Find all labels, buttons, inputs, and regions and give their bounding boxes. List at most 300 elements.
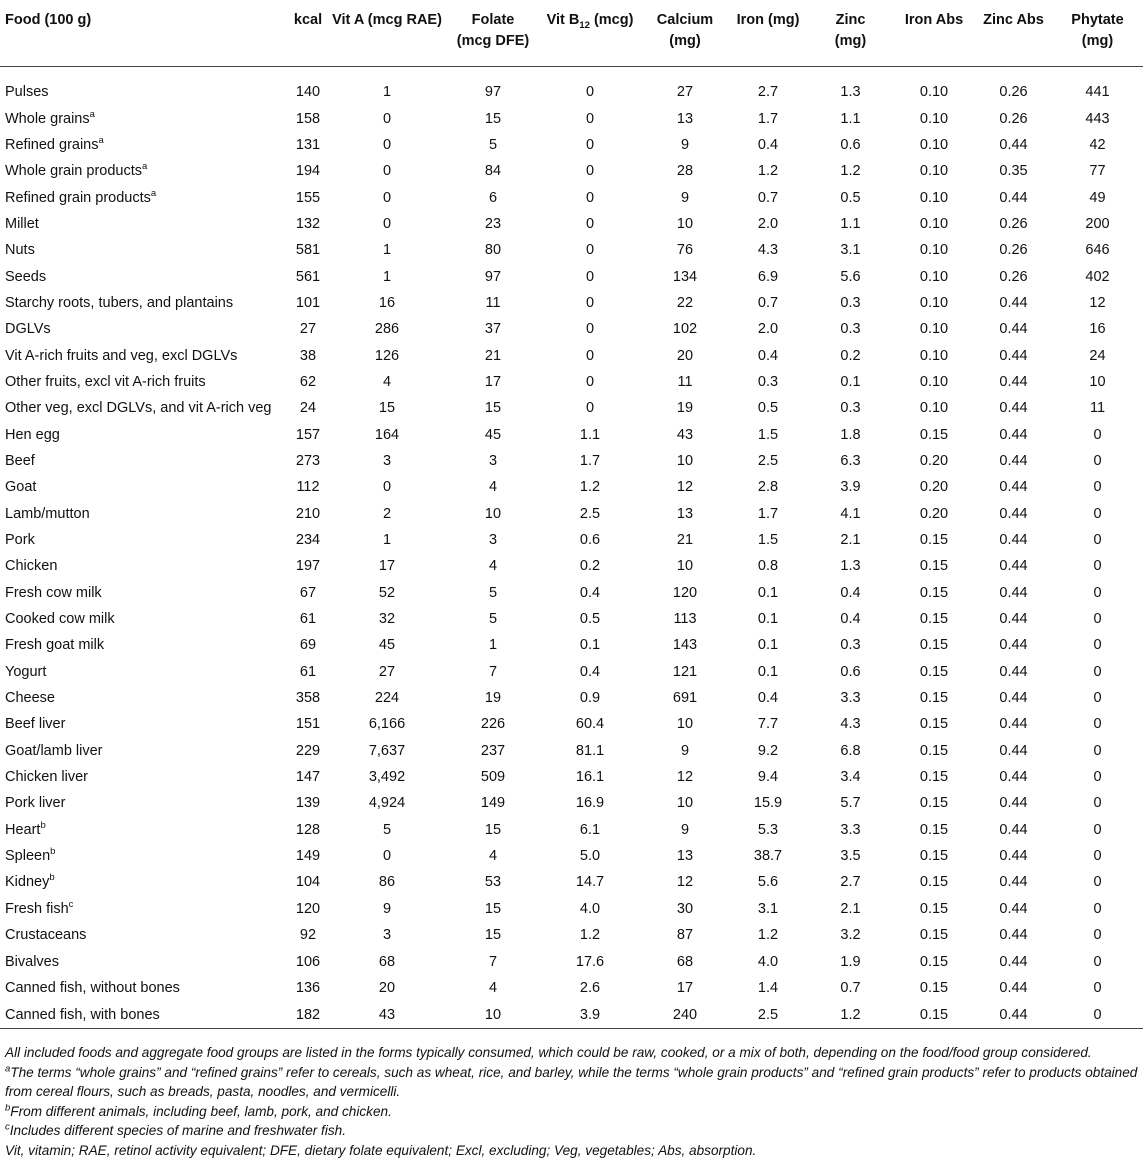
cell-vita: 86	[378, 874, 396, 891]
cell-folate: 53	[484, 874, 502, 891]
cell-food: Cheese	[5, 690, 55, 707]
cell-kcal: 182	[290, 1001, 326, 1029]
cell-phytate: 11	[1089, 400, 1106, 417]
cell-kcal: 194	[295, 163, 321, 180]
cell-food: Crustaceans	[5, 927, 87, 944]
cell-phytate: 0	[1093, 611, 1102, 628]
cell-b12: 16.9	[575, 795, 605, 812]
cell-zinc: 2.1	[840, 900, 861, 917]
cell-phytate: 0	[1093, 927, 1102, 944]
cell-vita: 1	[382, 242, 392, 259]
cell-folate: 15	[484, 400, 502, 417]
cell-phytate: 0	[1093, 479, 1102, 496]
cell-zinc: 6.3	[840, 452, 861, 469]
cell-iron: 0.5	[757, 400, 779, 417]
cell-calcium: 19	[676, 400, 694, 417]
cell-iron: 2.7	[757, 84, 779, 101]
cell-b12: 0.4	[579, 584, 601, 601]
cell-calcium: 113	[673, 611, 697, 628]
cell-zinc: 1.1	[840, 110, 861, 127]
cell-phytate: 443	[1085, 110, 1110, 127]
cell-vita: 27	[378, 663, 396, 680]
cell-phytate: 646	[1085, 242, 1110, 259]
cell-iron: 0.4	[757, 347, 779, 364]
cell-zinc: 4.1	[840, 505, 861, 522]
cell-calcium: 12	[676, 874, 694, 891]
table-row	[0, 632, 1143, 658]
cell-phytate: 0	[1093, 452, 1102, 469]
cell-iron: 1.5	[757, 426, 779, 443]
table-row	[0, 580, 1143, 606]
cell-zinc: 3.9	[840, 479, 861, 496]
cell-calcium: 10	[676, 452, 694, 469]
footnote-marker: b	[50, 846, 56, 858]
cell-zinc: 6.8	[840, 742, 861, 759]
cell-calcium: 9	[680, 189, 690, 206]
cell-folate: 10	[484, 505, 502, 522]
cell-folate: 6	[488, 189, 498, 206]
cell-kcal: 358	[295, 690, 321, 707]
cell-zinc-abs: 0.44	[999, 479, 1028, 496]
cell-food: Other veg, excl DGLVs, and vit A-rich veg	[5, 400, 272, 417]
cell-kcal: 581	[295, 242, 321, 259]
cell-iron: 2.0	[757, 321, 779, 338]
cell-zinc: 0.3	[840, 637, 861, 654]
cell-folate: 11	[485, 294, 501, 311]
cell-zinc-abs: 0.44	[999, 558, 1028, 575]
cell-zinc: 0.6	[840, 136, 861, 153]
footnote-a: $^a$The terms “whole grains” and “refined grains” refer to cereals, such as wheat, rice, and barley, while the terms “whole grain products” and “refined grain products” refer to products obtained from cereal flours, such as breads, pasta, noodles, and vermicelli.	[5, 1062, 1138, 1099]
cell-iron-abs: 0.10	[919, 242, 949, 259]
footnote-marker: b	[49, 872, 55, 884]
cell-iron: 5.6	[757, 874, 779, 891]
cell-b12: 0	[585, 347, 595, 364]
cell-vita: 3	[382, 452, 392, 469]
cell-zinc: 1.3	[840, 558, 861, 575]
cell-zinc-abs: 0.44	[999, 347, 1028, 364]
cell-calcium: 240	[642, 1001, 728, 1029]
cell-iron-abs: 0.15	[919, 795, 949, 812]
cell-phytate: 0	[1093, 505, 1102, 522]
cell-iron-abs: 0.10	[919, 400, 949, 417]
cell-zinc-abs: 0.35	[999, 163, 1028, 180]
cell-food: Lamb/mutton	[5, 505, 90, 522]
cell-food: Fresh fish$^c$	[5, 899, 74, 917]
cell-vita: 2	[382, 505, 392, 522]
cell-iron-abs: 0.15	[919, 874, 949, 891]
cell-folate: 4	[488, 479, 498, 496]
cell-iron: 2.0	[757, 215, 779, 232]
table-row	[0, 263, 1143, 289]
cell-iron-abs: 0.15	[919, 690, 949, 707]
cell-phytate: 0	[1093, 558, 1102, 575]
cell-zinc: 0.1	[840, 373, 861, 390]
cell-food: Hen egg	[5, 426, 60, 443]
cell-vita: 15	[378, 400, 396, 417]
cell-kcal: 106	[295, 953, 321, 970]
cell-zinc-abs: 0.44	[999, 611, 1028, 628]
cell-iron: 1.2	[757, 927, 779, 944]
cell-zinc: 4.3	[840, 716, 861, 733]
cell-zinc: 1.2	[840, 163, 861, 180]
cell-vita: 164	[374, 426, 400, 443]
table-row	[0, 606, 1143, 632]
cell-phytate: 49	[1089, 189, 1106, 206]
cell-iron-abs: 0.15	[893, 1001, 975, 1029]
cell-phytate: 0	[1052, 1001, 1143, 1029]
cell-iron: 38.7	[753, 848, 783, 865]
cell-b12: 1.1	[579, 426, 601, 443]
cell-zinc: 3.4	[840, 769, 861, 786]
table-row	[0, 975, 1143, 1001]
cell-calcium: 134	[672, 268, 698, 285]
cell-folate: 4	[488, 979, 498, 996]
cell-iron-abs: 0.10	[919, 347, 949, 364]
cell-iron-abs: 0.10	[919, 268, 949, 285]
cell-kcal: 210	[295, 505, 321, 522]
cell-kcal: 151	[295, 716, 321, 733]
cell-zinc-abs: 0.44	[999, 742, 1028, 759]
cell-iron: 9.2	[757, 742, 779, 759]
cell-kcal: 155	[295, 189, 321, 206]
cell-zinc: 1.9	[840, 953, 861, 970]
cell-folate: 3	[488, 452, 498, 469]
cell-b12: 1.7	[579, 452, 601, 469]
cell-vita: 7,637	[368, 742, 406, 759]
cell-kcal: 131	[295, 136, 321, 153]
cell-vita: 45	[378, 637, 396, 654]
cell-iron-abs: 0.20	[919, 452, 949, 469]
cell-iron: 1.7	[757, 110, 779, 127]
cell-folate: 226	[480, 716, 506, 733]
cell-iron: 1.4	[757, 979, 779, 996]
footnote-b: $^b$From different animals, including beef, lamb, pork, and chicken.	[5, 1101, 392, 1119]
cell-kcal: 132	[295, 215, 321, 232]
cell-b12: 2.5	[579, 505, 601, 522]
cell-food: Chicken liver	[5, 769, 88, 786]
cell-food: Other fruits, excl vit A-rich fruits	[5, 373, 206, 390]
table-body	[0, 67, 1143, 1029]
cell-zinc: 5.6	[840, 268, 861, 285]
cell-vita: 0	[382, 848, 392, 865]
cell-calcium: 13	[676, 505, 694, 522]
cell-zinc: 0.3	[840, 321, 861, 338]
cell-b12: 6.1	[579, 821, 601, 838]
cell-iron: 6.9	[757, 268, 779, 285]
cell-phytate: 24	[1089, 347, 1106, 364]
cell-zinc: 2.7	[840, 874, 861, 891]
table-row	[0, 316, 1143, 342]
cell-calcium: 30	[676, 900, 694, 917]
table-row	[0, 342, 1143, 368]
cell-zinc-abs: 0.44	[999, 795, 1028, 812]
cell-calcium: 21	[676, 532, 694, 549]
cell-zinc-abs: 0.44	[999, 927, 1028, 944]
cell-zinc-abs: 0.44	[999, 769, 1028, 786]
cell-phytate: 0	[1093, 953, 1102, 970]
cell-calcium: 12	[676, 479, 694, 496]
cell-b12: 0	[585, 268, 595, 285]
cell-phytate: 0	[1093, 742, 1102, 759]
cell-vita: 6,166	[368, 716, 406, 733]
cell-zinc-abs: 0.26	[999, 215, 1028, 232]
cell-folate: 17	[484, 373, 502, 390]
cell-kcal: 61	[299, 611, 317, 628]
cell-iron-abs: 0.15	[919, 558, 949, 575]
cell-iron: 2.8	[757, 479, 779, 496]
cell-folate: 15	[484, 927, 502, 944]
cell-zinc: 1.8	[840, 426, 861, 443]
cell-calcium: 12	[676, 769, 694, 786]
header-vita: Vit A (mcg RAE)	[326, 7, 448, 67]
cell-calcium: 9	[680, 136, 690, 153]
cell-food: Cooked cow milk	[5, 611, 115, 628]
cell-iron: 0.1	[757, 637, 779, 654]
cell-phytate: 441	[1085, 84, 1110, 101]
cell-iron-abs: 0.15	[919, 663, 949, 680]
table-row	[0, 659, 1143, 685]
cell-vita: 20	[378, 979, 396, 996]
header-folate: Folate (mcg DFE)	[448, 7, 538, 67]
cell-food: Beef	[5, 452, 35, 469]
table-row	[0, 158, 1143, 184]
table-row	[0, 896, 1143, 922]
cell-kcal: 69	[299, 637, 317, 654]
cell-food: Spleen$^b$	[5, 846, 56, 865]
table-row	[0, 1001, 1143, 1029]
cell-calcium: 22	[676, 294, 694, 311]
table-row	[0, 764, 1143, 790]
cell-b12: 0	[585, 294, 595, 311]
cell-phytate: 402	[1085, 268, 1110, 285]
cell-zinc-abs: 0.44	[999, 874, 1028, 891]
cell-food: Pulses	[5, 84, 49, 101]
cell-folate: 15	[484, 821, 502, 838]
cell-vita: 1	[382, 268, 392, 285]
cell-zinc-abs: 0.26	[999, 84, 1028, 101]
cell-zinc: 0.7	[840, 979, 861, 996]
cell-b12: 0	[585, 189, 595, 206]
table-row	[0, 290, 1143, 316]
cell-iron-abs: 0.20	[919, 505, 949, 522]
cell-b12: 0	[585, 110, 595, 127]
cell-zinc-abs: 0.44	[999, 452, 1028, 469]
cell-food: Yogurt	[5, 663, 47, 680]
cell-zinc: 0.4	[840, 611, 861, 628]
cell-iron: 1.2	[757, 163, 779, 180]
cell-kcal: 38	[299, 347, 317, 364]
cell-food: Seeds	[5, 268, 47, 285]
cell-iron: 4.3	[757, 242, 779, 259]
cell-iron: 15.9	[753, 795, 783, 812]
cell-folate: 97	[484, 268, 502, 285]
cell-folate: 45	[484, 426, 502, 443]
cell-food: Goat	[5, 479, 37, 496]
cell-zinc-abs: 0.44	[999, 637, 1028, 654]
cell-b12: 0.6	[579, 532, 601, 549]
cell-food: Fresh cow milk	[5, 584, 102, 601]
header-food: Food (100 g)	[0, 7, 290, 67]
cell-iron-abs: 0.15	[919, 953, 949, 970]
cell-phytate: 0	[1093, 979, 1102, 996]
table-row	[0, 184, 1143, 210]
cell-folate: 3	[488, 532, 498, 549]
cell-calcium: 68	[676, 953, 694, 970]
cell-food: Fresh goat milk	[5, 637, 105, 654]
cell-folate: 5	[488, 136, 498, 153]
cell-kcal: 140	[295, 84, 321, 101]
cell-zinc-abs: 0.44	[999, 716, 1028, 733]
cell-b12: 0	[585, 373, 595, 390]
cell-phytate: 42	[1089, 136, 1106, 153]
header-iron-abs: Iron Abs	[893, 7, 975, 67]
footnote-c: $^c$Includes different species of marine and freshwater fish.	[5, 1121, 346, 1138]
cell-zinc-abs: 0.44	[999, 663, 1028, 680]
footnote-marker: a	[150, 187, 157, 199]
cell-phytate: 0	[1093, 690, 1102, 707]
table-row	[0, 738, 1143, 764]
cell-calcium: 87	[676, 927, 694, 944]
table-row	[0, 527, 1143, 553]
cell-calcium: 13	[676, 110, 694, 127]
header-calcium: Calcium (mg)	[642, 7, 728, 67]
cell-vita: 224	[374, 690, 400, 707]
cell-food: Chicken	[5, 558, 58, 575]
cell-calcium: 9	[680, 821, 690, 838]
cell-iron: 0.7	[757, 294, 779, 311]
cell-folate: 7	[488, 663, 498, 680]
cell-b12: 0.4	[579, 663, 601, 680]
cell-food: Heart$^b$	[5, 819, 46, 838]
cell-calcium: 10	[676, 795, 694, 812]
cell-phytate: 0	[1093, 821, 1102, 838]
cell-zinc-abs: 0.44	[975, 1001, 1052, 1029]
cell-phytate: 0	[1093, 795, 1102, 812]
cell-vita: 0	[382, 163, 392, 180]
header-spacer-row	[0, 67, 1143, 80]
cell-kcal: 61	[299, 663, 317, 680]
cell-food: Canned fish, with bones	[0, 1001, 290, 1029]
cell-vita: 0	[382, 136, 392, 153]
cell-zinc-abs: 0.44	[999, 690, 1028, 707]
cell-zinc: 3.1	[840, 242, 861, 259]
cell-iron-abs: 0.10	[919, 136, 949, 153]
footnote-marker: a	[98, 135, 104, 147]
cell-kcal: 157	[295, 426, 321, 443]
table-row	[0, 448, 1143, 474]
cell-phytate: 16	[1089, 321, 1106, 338]
cell-kcal: 136	[295, 979, 321, 996]
cell-kcal: 147	[295, 769, 321, 786]
cell-phytate: 0	[1093, 716, 1102, 733]
cell-zinc: 0.3	[840, 294, 861, 311]
cell-zinc-abs: 0.44	[999, 821, 1028, 838]
footnote-abbreviations: Vit, vitamin; RAE, retinol activity equivalent; DFE, dietary folate equivalent; Excl, excluding; Veg, vegetables; Abs, absorption.	[5, 1142, 757, 1158]
cell-vita: 1	[382, 84, 392, 101]
cell-zinc: 0.2	[840, 347, 861, 364]
cell-zinc-abs: 0.44	[999, 294, 1028, 311]
cell-b12: 2.6	[579, 979, 601, 996]
cell-vita: 4	[382, 373, 392, 390]
header-b12: Vit $B_{12}$ (mcg)	[538, 7, 642, 67]
cell-iron: 0.1	[757, 663, 779, 680]
cell-zinc-abs: 0.44	[999, 321, 1028, 338]
cell-iron: 0.4	[757, 136, 779, 153]
cell-vita: 3	[382, 927, 392, 944]
cell-iron-abs: 0.15	[919, 426, 949, 443]
cell-zinc-abs: 0.44	[999, 373, 1028, 390]
table-row	[0, 817, 1143, 843]
cell-iron-abs: 0.15	[919, 584, 949, 601]
cell-zinc-abs: 0.26	[999, 110, 1028, 127]
cell-kcal: 273	[295, 452, 321, 469]
cell-iron: 0.3	[757, 373, 779, 390]
header-kcal: kcal	[290, 7, 326, 67]
cell-food: Pork liver	[5, 795, 66, 812]
cell-vita: 43	[326, 1001, 448, 1029]
cell-food: Starchy roots, tubers, and plantains	[5, 294, 234, 311]
cell-b12: 0.1	[579, 637, 601, 654]
cell-phytate: 0	[1093, 426, 1102, 443]
cell-iron: 0.4	[757, 690, 779, 707]
cell-b12: 3.9	[538, 1001, 642, 1029]
cell-vita: 3,492	[368, 769, 406, 786]
cell-zinc-abs: 0.44	[999, 848, 1028, 865]
cell-zinc-abs: 0.26	[999, 268, 1028, 285]
cell-kcal: 112	[296, 479, 320, 496]
cell-zinc: 0.5	[840, 189, 861, 206]
cell-vita: 5	[382, 821, 392, 838]
cell-food: Refined grain products$^a$	[5, 187, 157, 206]
table-row	[0, 553, 1143, 579]
cell-vita: 52	[378, 584, 396, 601]
cell-iron-abs: 0.15	[919, 742, 949, 759]
table-row	[0, 421, 1143, 447]
table-row	[0, 105, 1143, 131]
cell-b12: 0	[585, 400, 595, 417]
table-row	[0, 843, 1143, 869]
cell-iron-abs: 0.15	[919, 611, 949, 628]
cell-iron-abs: 0.10	[919, 215, 949, 232]
cell-zinc-abs: 0.26	[999, 242, 1028, 259]
cell-iron-abs: 0.10	[919, 163, 949, 180]
cell-vita: 16	[378, 294, 396, 311]
cell-folate: 97	[484, 84, 502, 101]
cell-vita: 0	[382, 479, 392, 496]
cell-folate: 7	[488, 953, 498, 970]
cell-folate: 15	[484, 900, 502, 917]
table-row	[0, 395, 1143, 421]
cell-food: Canned fish, without bones	[5, 979, 180, 996]
table-row	[0, 211, 1143, 237]
table-footnotes	[5, 1043, 1141, 1160]
cell-b12: 0	[585, 163, 595, 180]
cell-phytate: 0	[1093, 900, 1102, 917]
cell-iron: 0.1	[757, 584, 779, 601]
cell-folate: 237	[480, 742, 506, 759]
cell-phytate: 12	[1089, 294, 1106, 311]
cell-phytate: 77	[1089, 163, 1106, 180]
cell-phytate: 0	[1093, 663, 1102, 680]
cell-zinc-abs: 0.44	[999, 136, 1028, 153]
cell-food: Refined grains$^a$	[5, 135, 104, 153]
cell-iron-abs: 0.15	[919, 979, 949, 996]
cell-kcal: 67	[299, 584, 317, 601]
cell-kcal: 229	[295, 742, 321, 759]
cell-zinc: 1.1	[840, 215, 861, 232]
cell-phytate: 0	[1093, 584, 1102, 601]
cell-iron: 9.4	[757, 769, 779, 786]
